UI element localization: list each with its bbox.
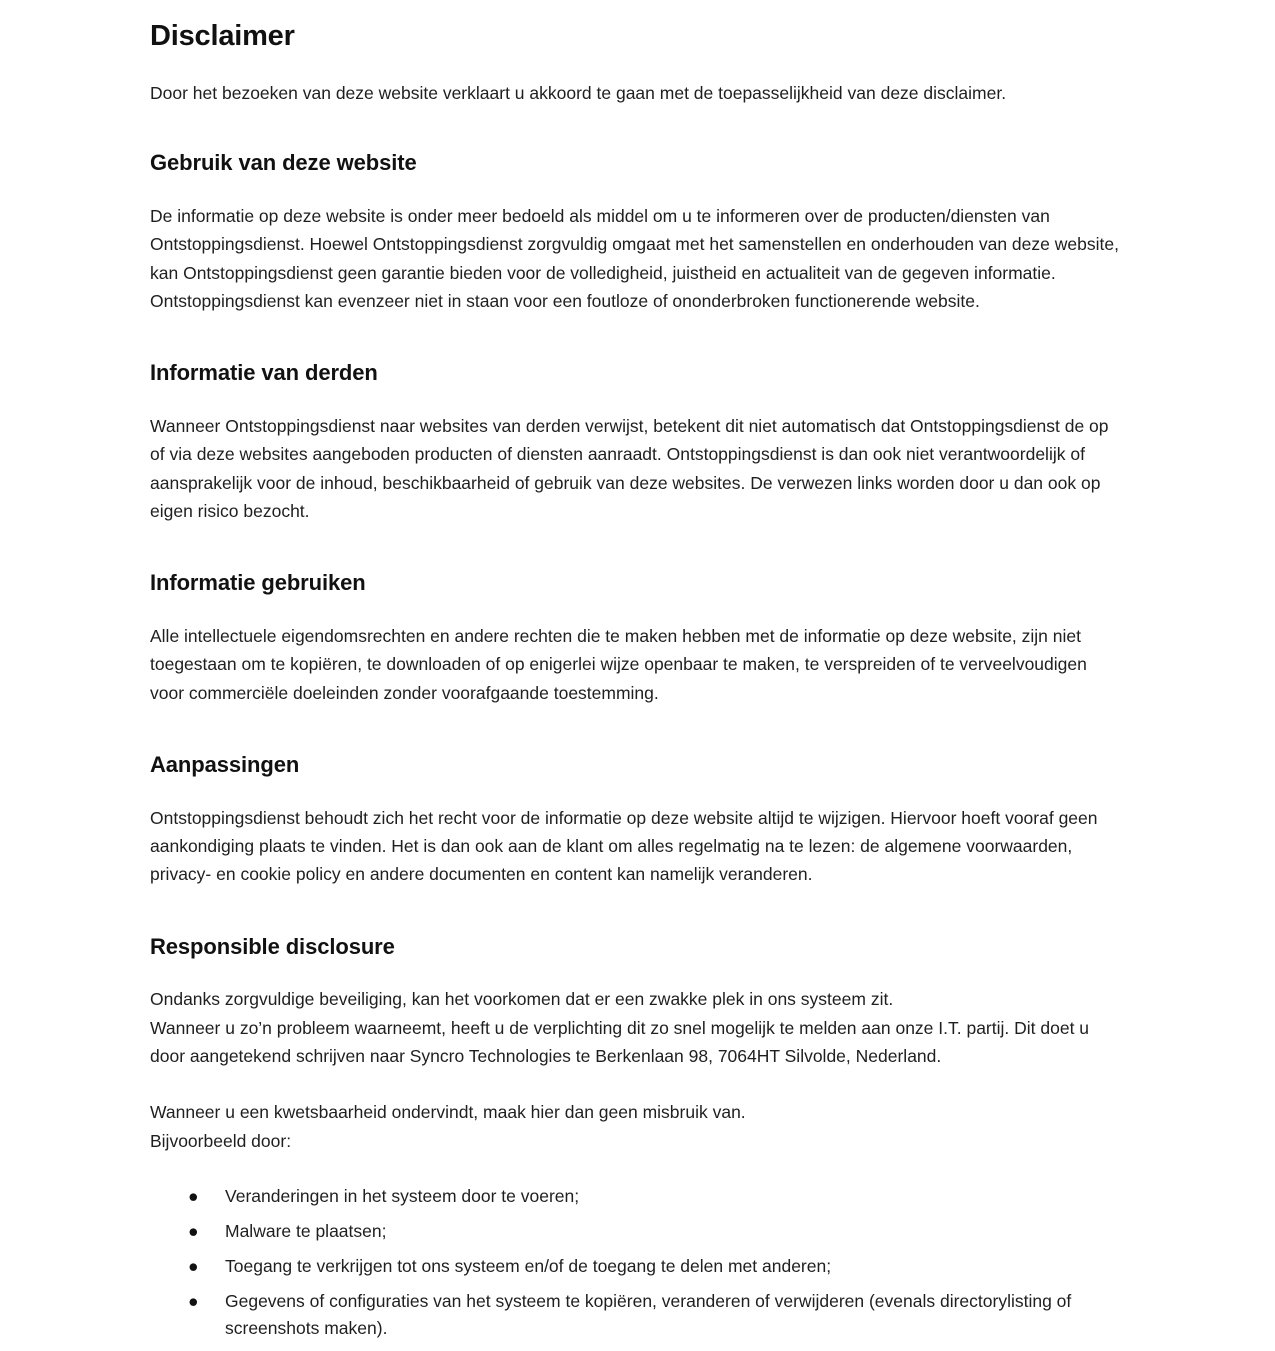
section-aanpassingen [150, 751, 1120, 889]
list-item-label: Veranderingen in het systeem door te voeren; [225, 1185, 580, 1206]
section-heading: Informatie gebruiken [150, 570, 366, 596]
list-item [150, 1183, 1120, 1210]
section-paragraph: De informatie op deze website is onder meer bedoeld als middel om u te informeren over de producten/diensten van Ontstoppingsdienst. Hoewel Ontstoppingsdienst zorgvuldig omgaat met het samenstellen en onderhouden van deze website, kan Ontstoppingsdienst geen garantie bieden voor de volledigheid, juistheid en actualiteit van de gegeven informatie. Ontstoppingsdienst kan evenzeer niet in staan voor een foutloze of ononderbroken functionerende website. [150, 205, 1119, 311]
section-heading: Informatie van derden [150, 360, 378, 386]
disclosure-line-no-misuse: Wanneer u een kwetsbaarheid ondervindt, maak hier dan geen misbruik van. [150, 1102, 746, 1123]
list-item [150, 1253, 1120, 1280]
disclosure-line-examples-label: Bijvoorbeeld door: [150, 1130, 292, 1151]
section-heading: Gebruik van deze website [150, 150, 417, 176]
section-responsible-disclosure [150, 933, 1120, 1343]
section-gebruik-van-deze-website [150, 149, 1120, 315]
page-title: Disclaimer [150, 20, 295, 52]
section-informatie-van-derden [150, 359, 1120, 525]
list-item-label: Toegang te verkrijgen tot ons systeem en/of de toegang te delen met anderen; [225, 1256, 832, 1277]
bullet-icon: ● [188, 1291, 199, 1312]
disclosure-misuse-block [150, 1098, 1120, 1155]
list-item [150, 1288, 1120, 1342]
disclosure-line-weakness: Ondanks zorgvuldige beveiliging, kan het voorkomen dat er een zwakke plek in ons systeem zit. [150, 989, 894, 1010]
list-item [150, 1218, 1120, 1245]
list-item-label: Malware te plaatsen; [225, 1221, 387, 1241]
bullet-icon: ● [188, 1256, 199, 1277]
section-heading: Responsible disclosure [150, 933, 395, 959]
section-paragraph: Ontstoppingsdienst behoudt zich het recht voor de informatie op deze website altijd te wijzigen. Hiervoor hoeft vooraf geen aankondiging plaats te vinden. Het is dan ook aan de klant om alles regelmatig na te lezen: de algemene voorwaarden, privacy- en cookie policy en andere documenten en content kan namelijk veranderen. [150, 807, 1098, 885]
bullet-icon: ● [188, 1221, 199, 1241]
section-informatie-gebruiken [150, 569, 1120, 707]
section-paragraph: Wanneer Ontstoppingsdienst naar websites van derden verwijst, betekent dit niet automatisch dat Ontstoppingsdienst de op of via deze websites aangeboden producten of diensten aanraadt. Ontstoppingsdienst is dan ook niet verantwoordelijk of aansprakelijk voor de inhoud, beschikbaarheid of gebruik van deze websites. De verwezen links worden door u dan ook op eigen risico bezocht. [150, 415, 1109, 521]
disclosure-report-block [150, 985, 1120, 1070]
bullet-icon: ● [188, 1185, 199, 1206]
list-item-label: Gegevens of configuraties van het systeem te kopiëren, veranderen of verwijderen (evenals directorylisting of screenshots maken). [225, 1291, 1072, 1339]
disclosure-line-report-instructions: Wanneer u zo’n probleem waarneemt, heeft u de verplichting dit zo snel mogelijk te melden aan onze I.T. partij. Dit doet u door aangetekend schrijven naar Syncro Technologies te Berkenlaan 98, 7064HT Silvolde, Nederland. [150, 1017, 1090, 1066]
section-heading: Aanpassingen [150, 751, 300, 777]
section-paragraph: Alle intellectuele eigendomsrechten en andere rechten die te maken hebben met de informatie op deze website, zijn niet toegestaan om te kopiëren, te downloaden of op enigerlei wijze openbaar te maken, te verspreiden of te verveelvoudigen voor commerciële doeleinden zonder voorafgaande toestemming. [150, 625, 1087, 703]
intro-paragraph: Door het bezoeken van deze website verklaart u akkoord te gaan met de toepasselijkheid van deze disclaimer. [150, 83, 1007, 104]
disclosure-prohibited-actions-list [150, 1183, 1120, 1343]
